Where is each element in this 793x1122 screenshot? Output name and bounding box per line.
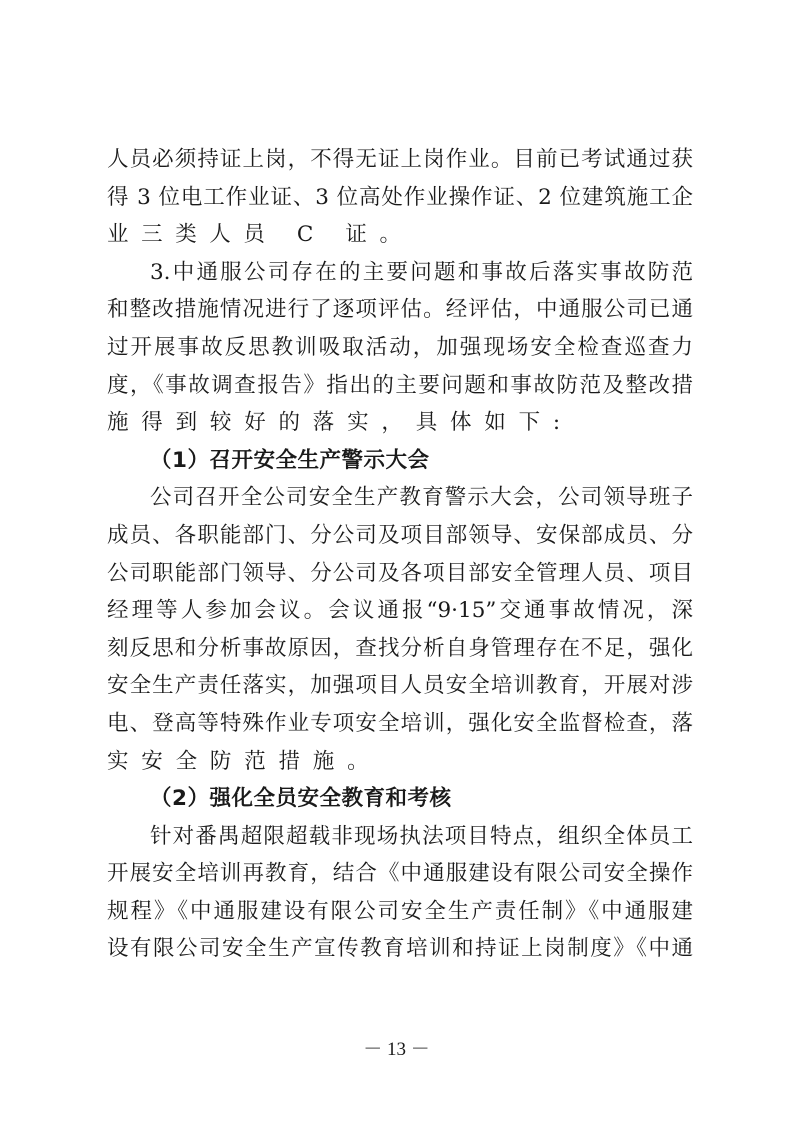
text-line: 开展安全培训再教育，结合《中通服建设有限公司安全操作	[107, 861, 693, 887]
text-line: 针对番禺超限超载非现场执法项目特点，组织全体员工	[150, 823, 693, 849]
text-line: 度，《事故调查报告》指出的主要问题和事故防范及整改措	[107, 372, 693, 398]
section-heading-2: （2）强化全员安全教育和考核	[150, 786, 452, 812]
text-line: 业三类人员 C 证。	[107, 222, 414, 248]
document-page	[107, 141, 693, 968]
text-line: 施得到较好的落实，具体如下:	[107, 410, 573, 436]
text-line: 安全生产责任落实，加强项目人员安全培训教育，开展对涉	[107, 673, 693, 699]
text-line: 经理等人参加会议。会议通报“9·15”交通事故情况，深	[107, 598, 693, 624]
text-line: 公司职能部门领导、分公司及各项目部安全管理人员、项目	[107, 560, 693, 586]
paragraph-assessment	[107, 254, 693, 442]
text-line: 成员、各职能部门、分公司及项目部领导、安保部成员、分	[107, 522, 693, 548]
text-line: 规程》《中通服建设有限公司安全生产责任制》《中通服建	[107, 898, 693, 924]
text-line: 3.中通服公司存在的主要问题和事故后落实事故防范	[150, 259, 693, 285]
text-line: 设有限公司安全生产宣传教育培训和持证上岗制度》《中通	[107, 936, 693, 962]
text-line: 和整改措施情况进行了逐项评估。经评估，中通服公司已通	[107, 297, 693, 323]
text-line: 刻反思和分析事故原因，查找分析自身管理存在不足，强化	[107, 635, 693, 661]
page-number: － 13 －	[363, 1039, 430, 1060]
text-line: 过开展事故反思教训吸取活动，加强现场安全检查巡查力	[107, 334, 693, 360]
paragraph-safety-meeting	[107, 479, 693, 780]
text-line: 人员必须持证上岗，不得无证上岗作业。目前已考试通过获	[107, 147, 693, 172]
text-line: 得 3 位电工作业证、3 位高处作业操作证、2 位建筑施工企	[107, 184, 693, 210]
paragraph-safety-education	[107, 818, 693, 968]
section-heading-1: （1）召开安全生产警示大会	[150, 447, 430, 473]
paragraph-certification	[107, 141, 693, 254]
text-line: 电、登高等特殊作业专项安全培训，强化安全监督检查，落	[107, 710, 693, 736]
text-line: 公司召开全公司安全生产教育警示大会，公司领导班子	[150, 485, 693, 511]
text-line: 实安全防范措施。	[107, 748, 382, 774]
